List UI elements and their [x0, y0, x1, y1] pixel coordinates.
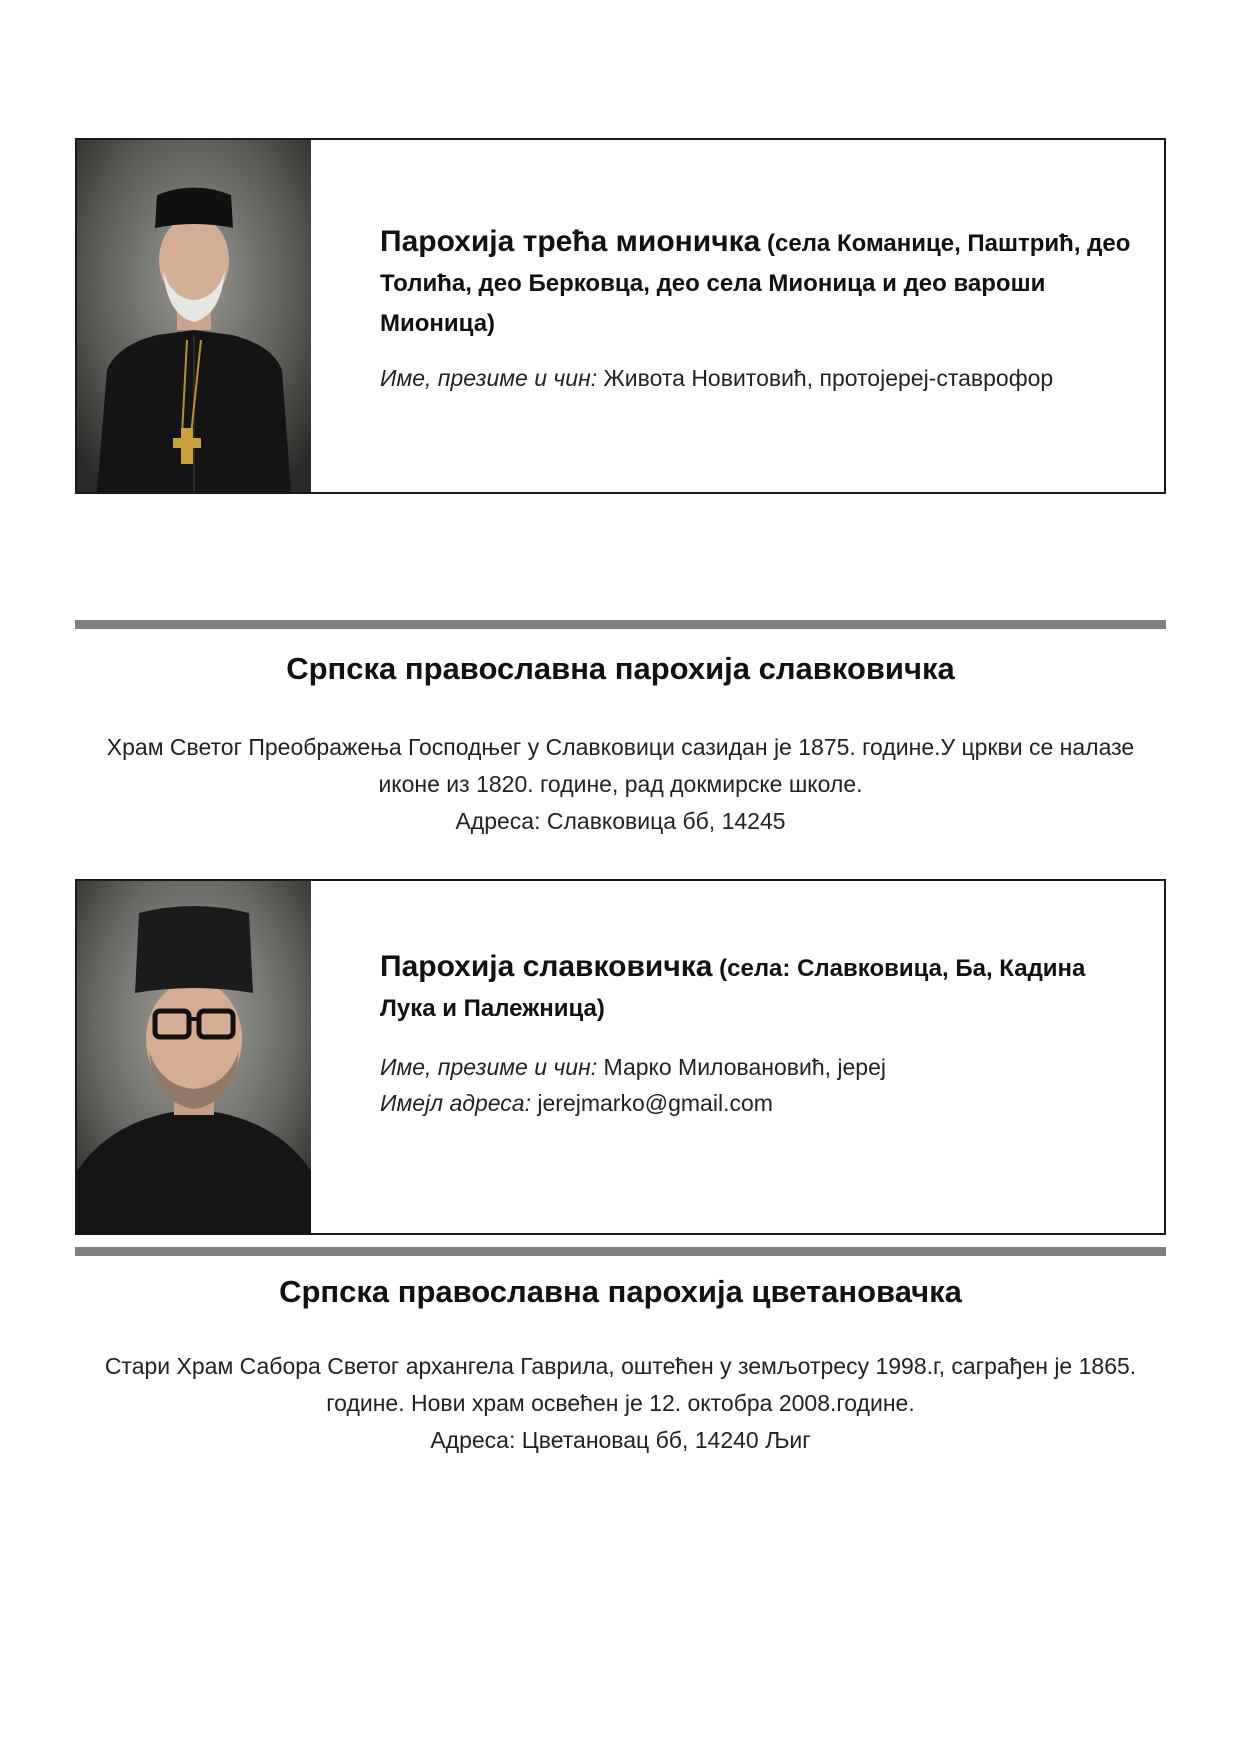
section-description-slavkovicka	[75, 729, 1166, 840]
parish-title-main: Парохија трећа мионичка	[380, 225, 761, 258]
parish-title-main: Парохија славковичка	[380, 950, 713, 983]
section-divider	[75, 1247, 1166, 1256]
description-line: Храм Светог Преображења Господњег у Славковици сазидан је 1875. године.У цркви се налазе	[106, 734, 1135, 760]
priest-name-label: Име, презиме и чин:	[380, 1054, 598, 1080]
priest-name-value: Марко Миловановић, јереј	[603, 1054, 886, 1080]
description-line: Стари Храм Сабора Светог архангела Гаврила, оштећен у земљотресу 1998.г, саграђен је 1865.	[104, 1353, 1137, 1379]
email-line	[380, 1085, 1134, 1121]
parish-card-slavkovicka	[75, 879, 1166, 1235]
parish-card-mionicka	[75, 138, 1166, 494]
parish-title	[380, 947, 1134, 1029]
description-line: године. Нови храм освећен је 12. октобра 2008.године.	[326, 1390, 915, 1416]
priest-photo-novitovic	[77, 140, 311, 492]
priest-name-label: Име, презиме и чин:	[380, 365, 598, 391]
priest-name-value: Живота Новитовић, протојереј-ставрофор	[603, 365, 1054, 391]
priest-name-line	[380, 1049, 1134, 1085]
section-divider	[75, 620, 1166, 629]
parish-title-villages: (села Команице, Паштрић, део Толића, део Берковца, део села Мионица и део вароши Мионица)	[380, 230, 1131, 337]
section-title-slavkovicka: Српска православна парохија славковичка	[286, 651, 955, 686]
email-value: jerejmarko@gmail.com	[537, 1090, 773, 1116]
parish-info	[380, 947, 1134, 1121]
priest-photo-milovanovic	[77, 881, 311, 1233]
section-description-cvetanovacka	[75, 1348, 1166, 1459]
section-title-cvetanovacka: Српска православна парохија цветановачка	[279, 1274, 962, 1309]
description-line: иконе из 1820. године, рад докмирске школе.	[378, 771, 863, 797]
parish-info	[380, 222, 1134, 396]
priest-name-line	[380, 360, 1134, 396]
parish-title-villages: (села: Славковица, Ба, Кадина Лука и Палежница)	[380, 955, 1086, 1022]
email-label: Имејл адреса:	[380, 1090, 531, 1116]
parish-title	[380, 222, 1134, 344]
address-line: Адреса: Славковица бб, 14245	[455, 808, 786, 834]
address-line: Адреса: Цветановац бб, 14240 Љиг	[430, 1427, 811, 1453]
